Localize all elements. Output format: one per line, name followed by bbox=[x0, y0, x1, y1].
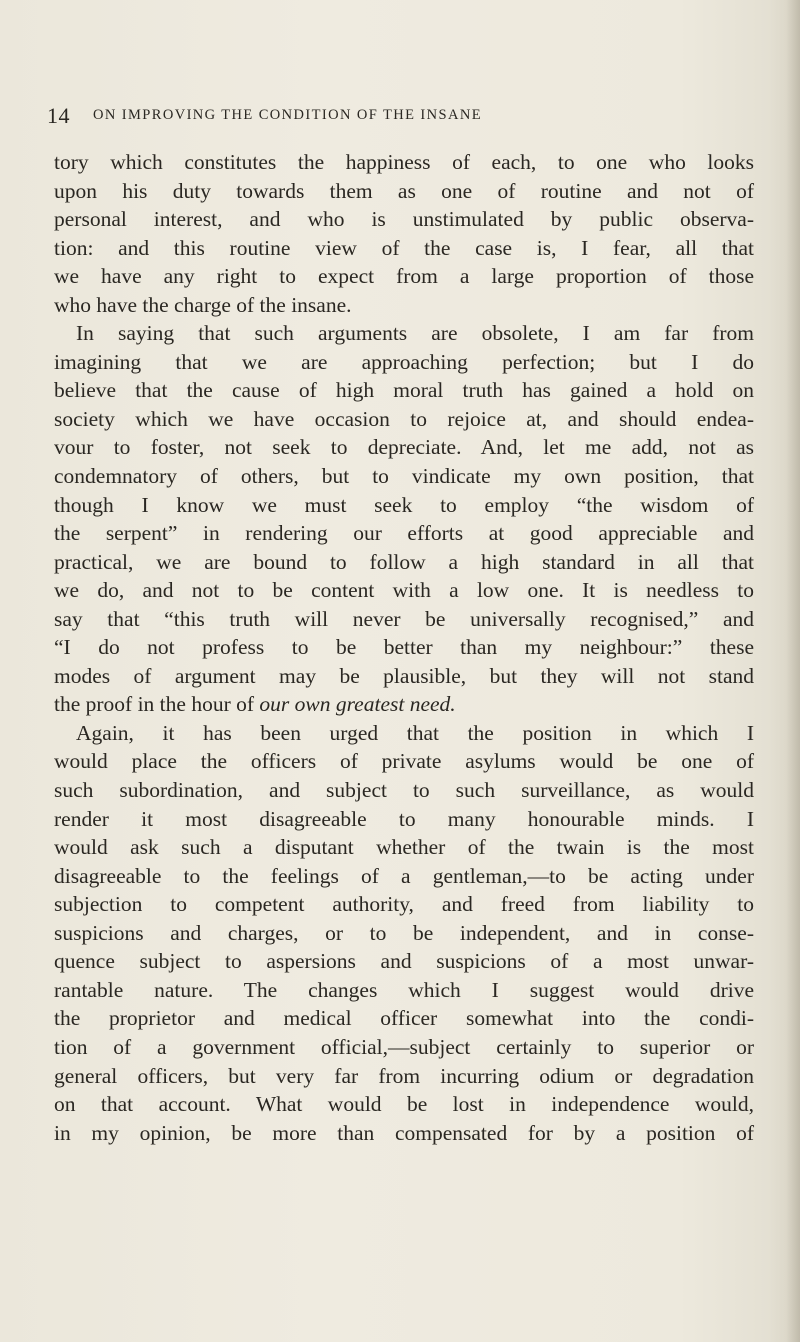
text-line: subjection to competent authority, and freed from liability to bbox=[54, 892, 754, 917]
text-line: rantable nature. The changes which I suggest would drive bbox=[54, 977, 754, 1002]
text-line: we have any right to expect from a large proportion of those bbox=[54, 264, 754, 289]
text-line: who have the charge of the insane. bbox=[54, 292, 352, 317]
text-line: In saying that such arguments are obsolete, I am far from bbox=[76, 321, 754, 346]
text-line: tion: and this routine view of the case is, I fear, all that bbox=[54, 235, 754, 260]
text-line-start: the proof in the hour of bbox=[54, 692, 260, 717]
italic-phrase: our own greatest need. bbox=[259, 692, 456, 717]
text-line: upon his duty towards them as one of routine and not of bbox=[54, 178, 754, 203]
text-line: personal interest, and who is unstimulated by public observa- bbox=[54, 207, 754, 232]
page-header bbox=[47, 103, 747, 133]
text-line: society which we have occasion to rejoice at, and should endea- bbox=[54, 406, 754, 431]
text-line: tory which constitutes the happiness of each, to one who looks bbox=[54, 150, 754, 174]
text-line: Again, it has been urged that the position in which I bbox=[76, 720, 754, 745]
page-number: 14 bbox=[47, 103, 70, 128]
text-line: vour to foster, not seek to depreciate. And, let me add, not as bbox=[54, 435, 754, 460]
text-line: tion of a government official,—subject certainly to superior or bbox=[54, 1034, 754, 1059]
text-line: practical, we are bound to follow a high standard in all that bbox=[54, 549, 754, 574]
text-line: would place the officers of private asylums would be one of bbox=[54, 749, 754, 774]
text-line: would ask such a disputant whether of the twain is the most bbox=[54, 835, 754, 860]
page-edge-shadow bbox=[786, 0, 800, 1342]
text-line: imagining that we are approaching perfection; but I do bbox=[54, 349, 754, 374]
text-line: suspicions and charges, or to be independent, and in conse- bbox=[54, 920, 754, 945]
text-line: general officers, but very far from incurring odium or degradation bbox=[54, 1063, 754, 1088]
text-line: the proprietor and medical officer somewhat into the condi- bbox=[54, 1006, 754, 1031]
text-line: disagreeable to the feelings of a gentleman,—to be acting under bbox=[54, 863, 754, 888]
text-line: the serpent” in rendering our efforts at good appreciable and bbox=[54, 521, 754, 546]
text-line: “I do not profess to be better than my neighbour:” these bbox=[54, 635, 754, 660]
text-line: modes of argument may be plausible, but they will not stand bbox=[54, 663, 754, 688]
running-head: ON IMPROVING THE CONDITION OF THE INSANE bbox=[93, 107, 482, 123]
text-line: say that “this truth will never be universally recognised,” and bbox=[54, 606, 754, 631]
text-line: quence subject to aspersions and suspicions of a most unwar- bbox=[54, 949, 754, 974]
text-line: we do, and not to be content with a low one. It is needless to bbox=[54, 578, 754, 603]
text-line: render it most disagreeable to many honourable minds. I bbox=[54, 806, 754, 831]
text-line bbox=[54, 690, 754, 719]
text-line: on that account. What would be lost in independence would, bbox=[54, 1092, 754, 1117]
text-line: such subordination, and subject to such surveillance, as would bbox=[54, 778, 754, 803]
text-line: condemnatory of others, but to vindicate my own position, that bbox=[54, 464, 754, 489]
text-line: in my opinion, be more than compensated for by a position of bbox=[54, 1120, 754, 1145]
text-line: though I know we must seek to employ “the wisdom of bbox=[54, 492, 754, 517]
body-text bbox=[54, 148, 754, 1147]
text-line: believe that the cause of high moral truth has gained a hold on bbox=[54, 378, 754, 403]
